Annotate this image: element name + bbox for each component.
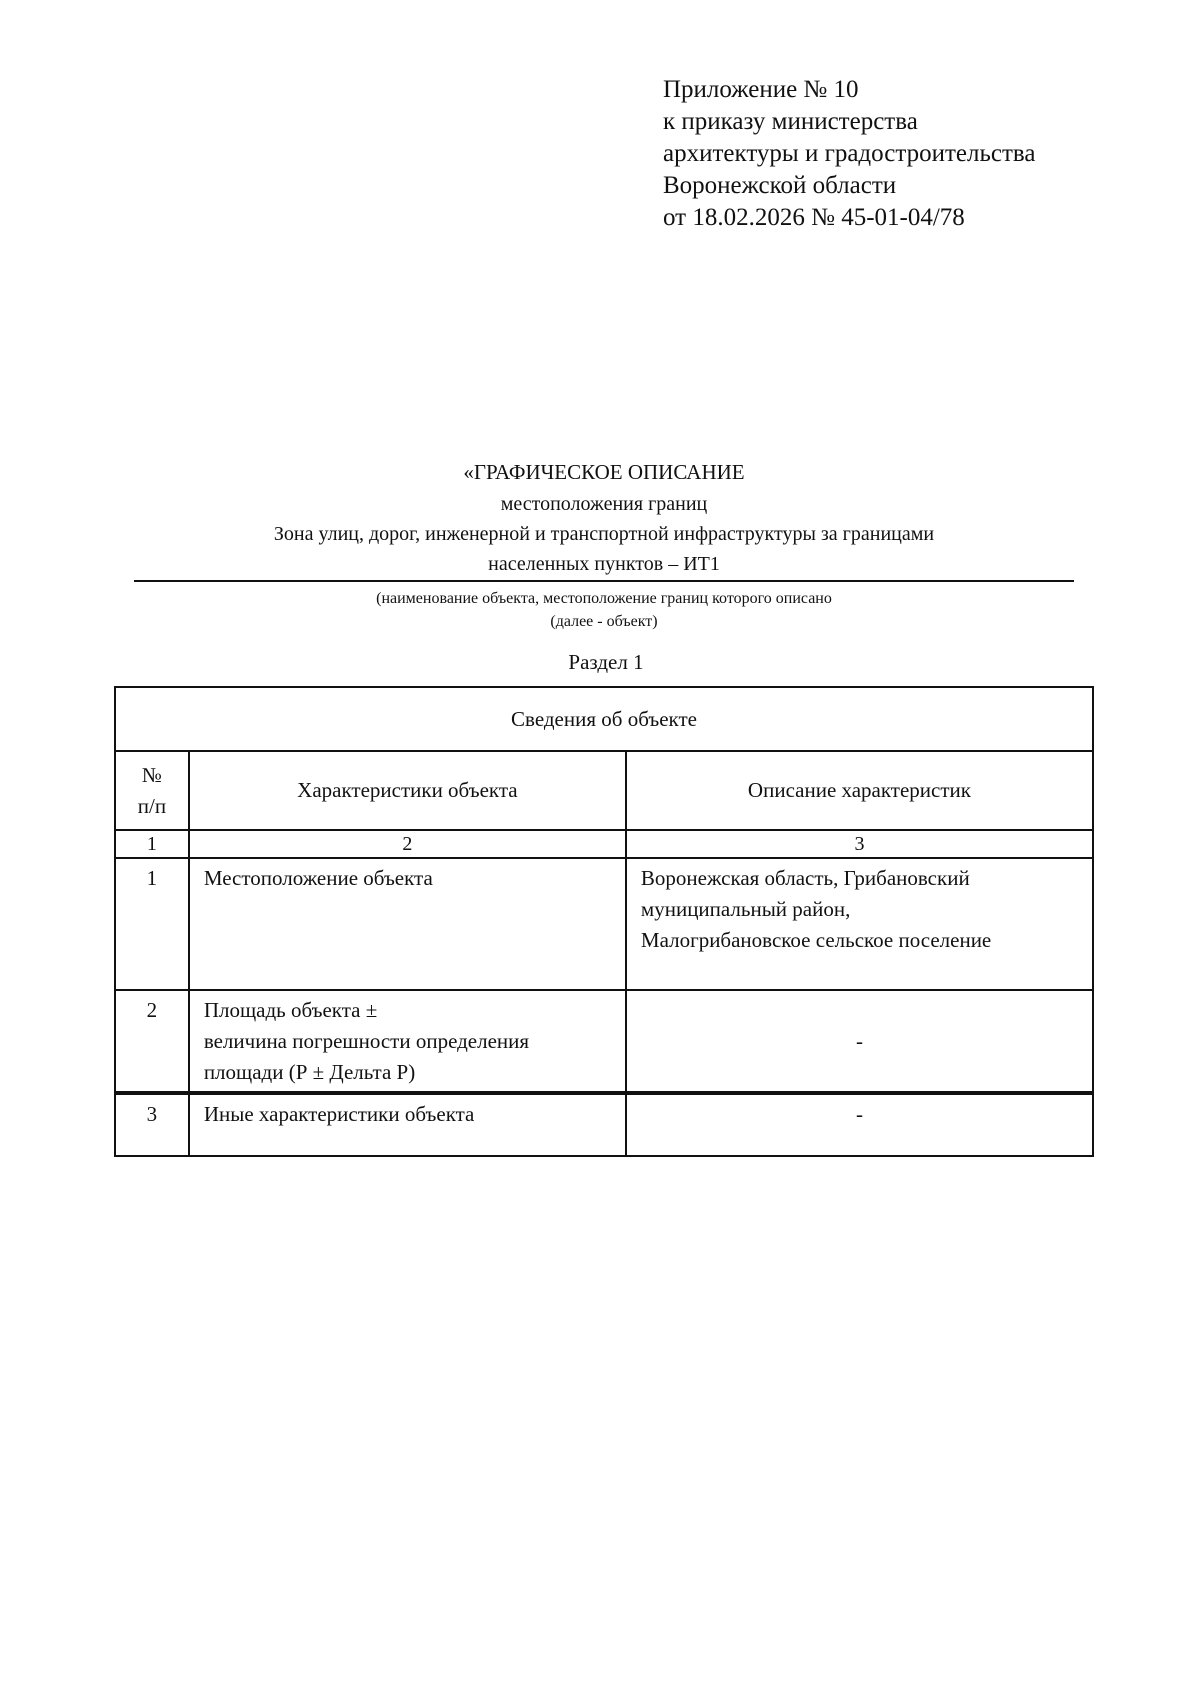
attachment-region: Воронежской области (663, 172, 897, 199)
column-index-1: 1 (115, 830, 189, 858)
header-number-abbr: п/п (137, 793, 167, 818)
row-characteristic (189, 858, 626, 990)
table-caption-row (115, 687, 1093, 751)
description-dash: - (855, 1102, 863, 1126)
row-number: 1 (115, 858, 189, 990)
characteristic-line: Местоположение объекта (203, 866, 433, 890)
header-characteristic: Характеристики объекта (189, 751, 626, 830)
document-subtitle: местоположения границ (500, 493, 708, 515)
description-line: муниципальный район, (640, 897, 851, 921)
object-hint-line-2: (далее - объект) (550, 613, 658, 630)
description-line: Воронежская область, Грибановский (640, 866, 970, 890)
characteristic-line: Иные характеристики объекта (203, 1102, 475, 1126)
description-line: Малогрибановское сельское поселение (640, 928, 992, 952)
object-name-hint (134, 587, 1074, 633)
column-index-2: 2 (189, 830, 626, 858)
attachment-order-ref: к приказу министерства (663, 108, 918, 135)
characteristic-line: величина погрешности определения (203, 1029, 530, 1053)
object-name-line (134, 519, 1074, 582)
table-row (115, 1093, 1093, 1156)
document-title-block (134, 457, 1074, 633)
section-label: Раздел 1 (568, 650, 644, 674)
object-name-part-1: Зона улиц, дорог, инженерной и транспортной инфраструктуры за границами (273, 523, 935, 545)
header-description: Описание характеристик (626, 751, 1093, 830)
object-hint-line-1: (наименование объекта, местоположение границ которого описано (376, 590, 832, 607)
row-description (626, 858, 1093, 990)
characteristic-line: площади (Р ± Дельта Р) (203, 1060, 416, 1084)
column-index-3: 3 (626, 830, 1093, 858)
object-info-table (114, 686, 1094, 1157)
attachment-number: Приложение № 10 (663, 76, 859, 103)
header-number-sign: № (141, 762, 162, 787)
row-description (626, 990, 1093, 1093)
row-characteristic (189, 990, 626, 1093)
row-number: 3 (115, 1093, 189, 1156)
header-number (115, 751, 189, 830)
table-caption: Сведения об объекте (115, 687, 1093, 751)
row-number: 2 (115, 990, 189, 1093)
attachment-header (663, 74, 1133, 234)
object-name-part-2: населенных пунктов – ИТ1 (488, 553, 720, 575)
attachment-date-number: от 18.02.2026 № 45-01-04/78 (663, 204, 965, 231)
column-index-row (115, 830, 1093, 858)
row-description (626, 1093, 1093, 1156)
table-row (115, 858, 1093, 990)
attachment-ministry: архитектуры и градостроительства (663, 140, 1036, 167)
document-title: «ГРАФИЧЕСКОЕ ОПИСАНИЕ (463, 460, 745, 484)
table-row (115, 990, 1093, 1093)
table-header-row (115, 751, 1093, 830)
description-dash: - (855, 1028, 863, 1053)
row-characteristic (189, 1093, 626, 1156)
characteristic-line: Площадь объекта ± (203, 998, 378, 1022)
